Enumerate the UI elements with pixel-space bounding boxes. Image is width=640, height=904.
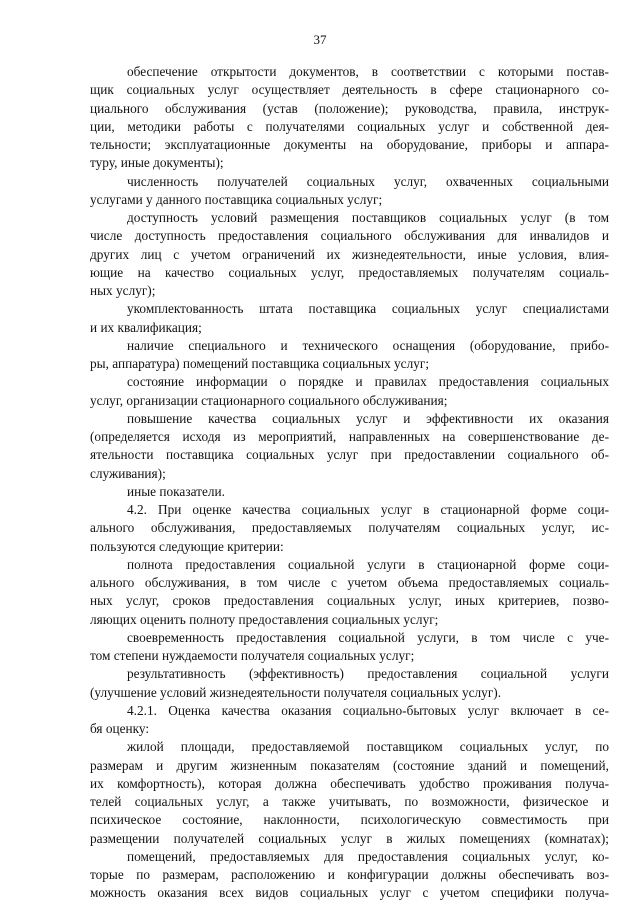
text-line: ляющих оценить полноту предоставления социальных услуг;	[90, 611, 439, 627]
text-line: телей социальных услуг, а также учитывать, по возможности, физическое и	[90, 794, 609, 809]
text-line: жилой площади, предоставляемой поставщиком социальных услуг, по	[127, 739, 609, 755]
text-line: иные показатели.	[127, 483, 225, 499]
text-line: других лиц с учетом ограничений их жизнедеятельности, иные условия, влия-	[90, 246, 609, 262]
text-line: ющие на качество социальных услуг, предоставляемых получателям социаль-	[90, 264, 609, 280]
body-text	[90, 63, 609, 903]
text-line: 4.2.1. Оценка качества оказания социально-бытовых услуг включает в се-	[127, 702, 609, 718]
text-line: циального обслуживания (устав (положение); руководства, правила, инструк-	[90, 100, 609, 116]
text-line: полнота предоставления социальной услуги в стационарной форме соци-	[127, 556, 609, 572]
text-line: служивания);	[90, 465, 166, 481]
text-line: числе доступность предоставления социального обслуживания для инвалидов и	[90, 228, 609, 244]
text-line: (определяется исходя из мероприятий, направленных на совершенствование де-	[90, 429, 609, 444]
text-line: результативность (эффективность) предоставления социальной услуги	[127, 666, 609, 682]
text-line: том степени нуждаемости получателя социальных услуг;	[90, 648, 415, 663]
text-line: повышение качества социальных услуг и эффективности их оказания	[127, 410, 609, 426]
text-line: своевременность предоставления социальной услуги, в том числе с уче-	[127, 629, 609, 645]
text-line: щик социальных услуг осуществляет деятельность в сфере стационарного со-	[90, 82, 609, 98]
text-line: пользуются следующие критерии:	[90, 538, 284, 554]
text-line: ных услуг);	[90, 283, 156, 298]
text-line: численность получателей социальных услуг, охваченных социальными	[127, 173, 609, 189]
text-line: укомплектованность штата поставщика социальных услуг специалистами	[127, 301, 609, 317]
text-line: помещений, предоставляемых для предоставления социальных услуг, ко-	[127, 848, 609, 864]
text-line: торые по размерам, расположению и конфигурации должны обеспечивать воз-	[90, 867, 609, 882]
text-line: состояние информации о порядке и правилах предоставления социальных	[127, 374, 609, 390]
text-line: 4.2. При оценке качества социальных услуг в стационарной форме соци-	[127, 502, 609, 517]
text-line: психическое состояние, наклонности, психологическую совместимость при	[90, 812, 609, 828]
text-line: их комфортность), которая должна обеспечивать удобство проживания получа-	[90, 775, 609, 791]
text-line: ции, методики работы с получателями социальных услуг и собственной дея-	[90, 118, 609, 134]
text-line: ры, аппаратура) помещений поставщика социальных услуг;	[90, 356, 430, 371]
page-number: 37	[313, 32, 327, 47]
text-line: можность оказания всех видов социальных услуг с учетом специфики получа-	[90, 885, 609, 901]
text-line: и их квалификация;	[90, 319, 202, 335]
text-line: бя оценку:	[90, 721, 150, 736]
text-line: ального обслуживания, в том числе с учетом объема предоставляемых социаль-	[90, 575, 609, 590]
text-line: услуг, организации стационарного социального обслуживания;	[90, 392, 448, 408]
text-line: (улучшение условий жизнедеятельности получателя социальных услуг).	[90, 684, 502, 700]
text-line: тельности; эксплуатационные документы на оборудование, приборы и аппара-	[90, 137, 609, 152]
text-line: доступность условий размещения поставщиков социальных услуг (в том	[127, 210, 609, 225]
text-line: ных услуг, сроков предоставления социальных услуг, иных критериев, позво-	[90, 593, 609, 609]
text-line: обеспечение открытости документов, в соответствии с которыми постав-	[127, 64, 609, 79]
text-line: ального обслуживания, предоставляемых получателям социальных услуг, ис-	[90, 520, 609, 536]
text-line: услугами у данного поставщика социальных услуг;	[90, 191, 383, 207]
text-line: размерам и другим жизненным показателям (состояние зданий и помещений,	[90, 757, 609, 773]
text-line: размещении получателей социальных услуг в жилых помещениях (комнатах);	[90, 830, 609, 846]
text-line: туру, иные документы);	[90, 155, 224, 171]
text-line: наличие специального и технического оснащения (оборудование, прибо-	[127, 337, 609, 353]
text-line: ятельности поставщика социальных услуг при предоставлении социального об-	[90, 447, 609, 463]
